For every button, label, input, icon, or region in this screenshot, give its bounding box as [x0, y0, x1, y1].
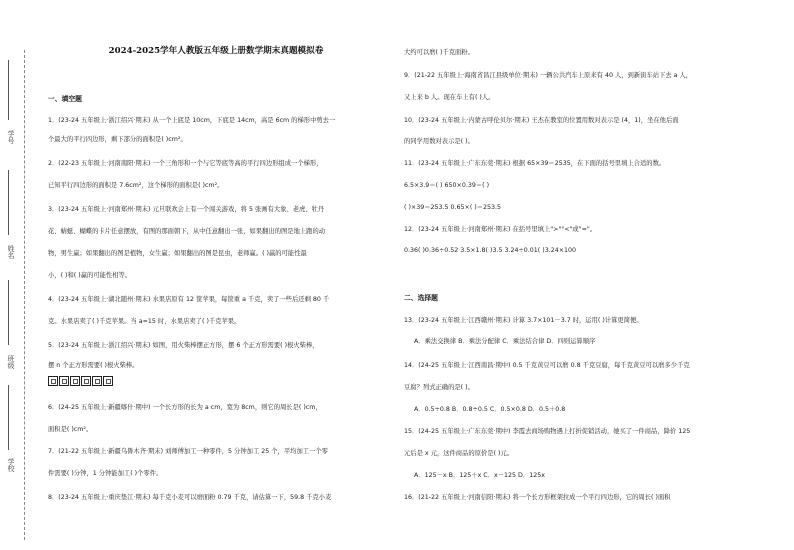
side-label-name	[4, 245, 18, 261]
question-line: 6．(24-25 五年级上·新疆喀什·期中) 一个长方形的长为 a cm，宽为 8cm，则它的周长是( )cm，	[48, 404, 322, 411]
question-line: 11．(23-24 五年级上·广东东莞·期末) 根据 65×39＝2535，在下面的括号里填上合适的数。	[404, 160, 666, 167]
question-line: 豆腐？列式正确的是( )。	[404, 384, 474, 391]
question-line: 10．(23-24 五年级上·内蒙古呼伦贝尔·期末) 王杰在教室的位置用数对表示是 (4，1)，坐在他后面	[404, 117, 679, 124]
matchstick-square	[103, 376, 113, 386]
section-heading-fill-blank: 一、填空题	[48, 95, 82, 103]
side-label-class	[4, 355, 18, 371]
question-line: 已知平行四边形的面积是 7.6cm²，这个梯形的面积是( )cm²。	[48, 182, 224, 189]
question-line: 13．(23-24 五年级上·江西赣州·期末) 计算 3.7×101－3.7 时，运用( )计算更简便。	[404, 317, 643, 324]
question-line: 5．(23-24 五年级上·浙江绍兴·期末) 如图，用火柴棒摆正方形，摆 6 个正方形需要( )根火柴棒，	[48, 342, 319, 349]
question-line: ( )×39＝253.5 0.65×( )＝253.5	[404, 204, 502, 211]
question-line: 16．(21-22 五年级上·河南信阳·期末) 将一个长方形框架拉成一个平行四边形，它的周长( )面积	[404, 494, 671, 501]
question-line: 大约可以磨( )千克面粉。	[404, 49, 474, 56]
question-line: 1．(23-24 五年级上·浙江绍兴·期末) 从一个上底是 10cm，下底是 14cm，高是 6cm 的梯形中剪去一	[48, 117, 336, 124]
question-line: 又上来 b 人。现在车上有( )人。	[404, 94, 495, 101]
question-line: 2．(22-23 五年级上·河南南阳·期末) 一个三角形和一个与它等底等高的平行四边形组成一个梯形，	[48, 160, 323, 167]
binding-line	[24, 50, 25, 540]
matchstick-square	[48, 376, 58, 386]
question-line: 6.5×3.9＝( ) 650×0.39＝( )	[404, 182, 490, 189]
question-line: 面积是( )cm²。	[48, 426, 93, 433]
question-line: 件需要( )分钟，1 分钟能加工( )个零件。	[48, 470, 163, 477]
question-line: 14．(24-25 五年级上·江西南昌·期中) 0.5 千克黄豆可以磨 0.8 千克豆腐，每千克黄豆可以磨多少千克	[404, 362, 690, 369]
side-label-student-id	[4, 130, 18, 146]
question-line: 的同学用数对表示是( )。	[404, 138, 474, 145]
question-line: 小，( )和( )赢的可能性相等。	[48, 272, 132, 279]
question-line: 3．(23-24 五年级上·河南郑州·期末) 元旦联欢会上有一个闯关游戏，将 5 张画有大象、老虎、牡丹	[48, 206, 325, 213]
exam-title: 2024-2025学年人教版五年级上册数学期末真题模拟卷	[108, 46, 324, 56]
question-line: 15．(24-25 五年级上·广东东莞·期中) 李霞去商场购物遇上打折促销活动，她买了一件商品，降价 125	[404, 428, 691, 435]
matchstick-square	[59, 376, 69, 386]
question-line: 物，男生赢；如果翻出的图是植物，女生赢；如果翻出的图是昆虫，老师赢。( )赢的可能性最	[48, 250, 307, 257]
fill-line	[8, 170, 9, 235]
side-label-text: 班级	[7, 355, 15, 369]
side-label-school	[4, 458, 18, 474]
fill-line	[8, 280, 9, 345]
question-line: 8．(23-24 五年级上·重庆垫江·期末) 每千克小麦可以磨面粉 0.79 千克，请估算一下，59.8 千克小麦	[48, 494, 332, 501]
question-line: 个最大的平行四边形，剩下部分的面积是( )cm²。	[48, 136, 187, 143]
matchstick-squares-figure	[48, 376, 114, 390]
question-line: 花、蜻蜓、蝴蝶的卡片任意摆放，有图的那面朝下，从中任意翻出一张，如果翻出的图是地上跑的动	[48, 228, 326, 235]
question-line: 12．(23-24 五年级上·河南郑州·期末) 在括号里填上">""<"或"="。	[404, 226, 597, 233]
fill-line	[8, 60, 9, 120]
question-line: 9．(21-22 五年级上·海南省昌江县级单位·期末) 一辆公共汽车上原来有 40 人，到新街车站下去 a 人，	[404, 72, 693, 79]
matchstick-square	[70, 376, 80, 386]
question-line: 克。水果店卖了( )千克苹果。当 a=15 时，水果店卖了( )千克苹果。	[48, 318, 241, 325]
matchstick-square	[81, 376, 91, 386]
matchstick-square	[92, 376, 102, 386]
question-options: A．0.5÷0.8 B．0.8÷0.5 C．0.5×0.8 D．0.5＋0.8	[414, 406, 566, 413]
question-line: 摆 n 个正方形需要( )根火柴棒。	[48, 362, 139, 369]
side-label-text: 学号	[7, 130, 15, 144]
question-line: 元后是 x 元，这件商品的原价是( )元。	[404, 450, 514, 457]
side-label-text: 学校	[7, 458, 15, 472]
question-line: 4．(23-24 五年级上·湖北随州·期末) 水果店原有 12 筐苹果，每筐重 a 千克，卖了一些后还剩 80 千	[48, 296, 330, 303]
side-label-text: 姓名	[7, 245, 15, 259]
question-options: A．乘法交换律 B．乘法分配律 C．乘法结合律 D．四则运算顺序	[414, 338, 596, 345]
section-heading-choice: 二、选择题	[404, 294, 438, 302]
question-options: A．125－x B．125＋x C．x－125 D．125x	[414, 472, 545, 479]
question-line: 0.36( )0.36÷0.52 3.5×1.8( )3.5 3.24÷0.01( )3.24×100	[404, 247, 577, 254]
question-line: 7．(21-22 五年级上·新疆乌鲁木齐·期末) 刘师傅加工一种零件，5 分钟加工 25 个，平均加工一个零	[48, 448, 328, 455]
fill-line	[8, 385, 9, 450]
